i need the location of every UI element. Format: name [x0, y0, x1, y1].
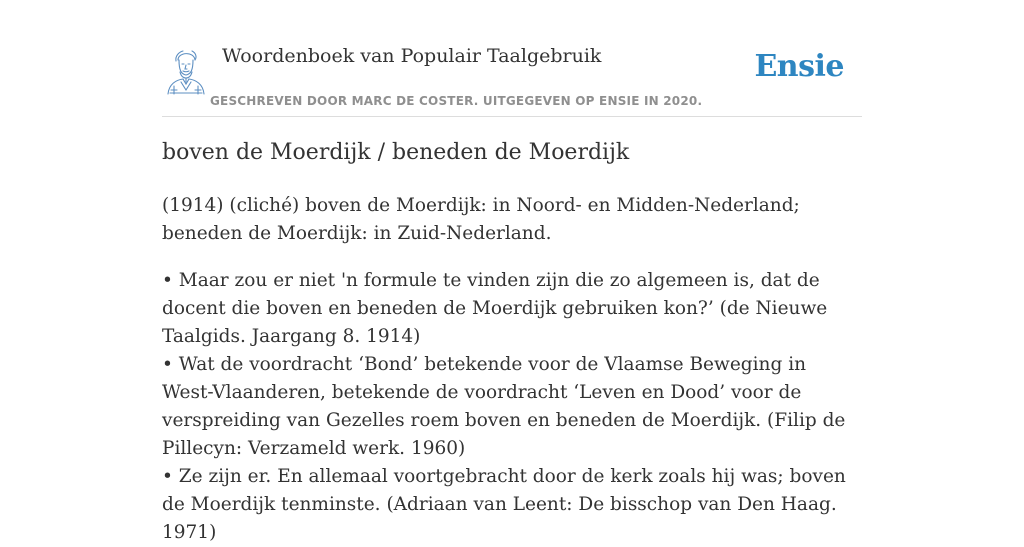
author-portrait-icon — [164, 46, 208, 96]
book-title[interactable]: Woordenboek van Populair Taalgebruik — [222, 45, 602, 67]
quote-list — [162, 267, 862, 547]
quote-item: • Maar zou er niet 'n formule te vinden zijn die zo algemeen is, dat de docent die boven en beneden de Moerdijk gebruiken kon?’ (de Nieuwe Taalgids. Jaargang 8. 1914) — [162, 270, 828, 347]
quote-item: • Wat de voordracht ‘Bond’ betekende voor de Vlaamse Beweging in West-Vlaanderen, betekende de voordracht ‘Leven en Dood’ voor de verspreiding van Gezelles roem boven en beneden de Moerdijk. (Filip de Pillecyn: Verzameld werk. 1960) — [162, 354, 846, 459]
header — [162, 0, 862, 117]
quote-item: • Ze zijn er. En allemaal voortgebracht door de kerk zoals hij was; boven de Moerdijk tenminste. (Adriaan van Leent: De bisschop van Den Haag. 1971) — [162, 466, 846, 543]
page — [162, 0, 862, 543]
byline: GESCHREVEN DOOR MARC DE COSTER. UITGEGEVEN OP ENSIE IN 2020. — [210, 94, 703, 108]
ensie-logo[interactable]: Ensie — [754, 49, 844, 84]
entry-title: boven de Moerdijk / beneden de Moerdijk — [162, 140, 630, 165]
entry-definition: (1914) (cliché) boven de Moerdijk: in Noord- en Midden-Nederland; beneden de Moerdijk: in Zuid-Nederland. — [162, 195, 800, 244]
